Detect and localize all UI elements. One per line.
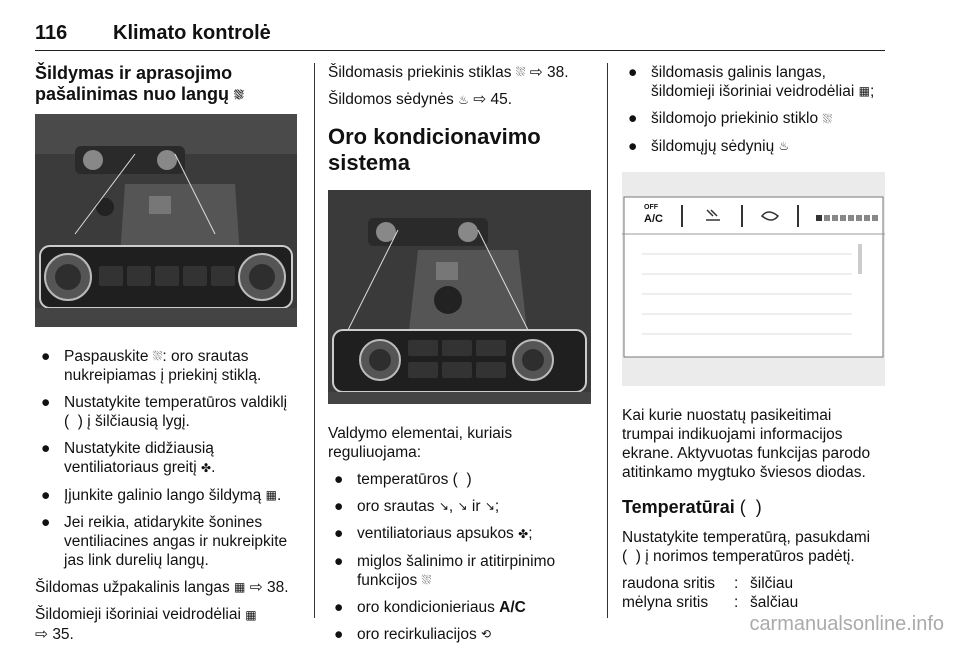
controls-list	[328, 470, 591, 645]
list-item: ● Paspauskite ⛆: oro srautas nukreipiamas į priekinį stiklą.	[41, 347, 262, 385]
fan-icon: ✤	[201, 460, 212, 475]
list-item: ● oro srautas ↘, ↘ ir ↘;	[334, 497, 500, 515]
ref-arrow-icon: ⇨	[473, 91, 487, 109]
watermark: carmanualsonline.info	[749, 613, 944, 635]
rear-window-heat-icon: ▦	[858, 84, 870, 99]
seats-ref: Šildomos sėdynės ♨ ⇨ 45.	[328, 91, 513, 109]
section-heading: Temperatūrai ( )	[622, 497, 762, 518]
column-2	[328, 63, 591, 652]
temperature-table	[622, 574, 885, 612]
list-item: ● šildomasis galinis langas, šildomieji išoriniai veidrodėliai ▦;	[628, 64, 875, 100]
list-item: ● oro recirkuliacijos ⟲	[334, 626, 492, 644]
air-flow-windscreen-icon: ↘	[438, 499, 449, 514]
table-row: mėlyna sritis : šalčiau	[622, 594, 799, 612]
column-1	[35, 63, 297, 652]
temperature-control-icon: ( )	[622, 548, 641, 566]
rear-window-heat-icon: ▦	[265, 487, 277, 502]
column-3	[622, 63, 885, 612]
page-title: Klimato kontrolė	[113, 22, 271, 44]
temperature-control-icon: ( )	[739, 497, 762, 518]
off-label: OFF	[644, 204, 658, 212]
temperature-instruction: Nustatykite temperatūrą, pasukdami ( ) į norimos temperatūros padėtį.	[622, 529, 871, 566]
ac-console-illustration	[328, 190, 591, 404]
page-number: 116	[35, 22, 68, 44]
page-header	[35, 22, 885, 51]
temperature-control-icon: ( )	[452, 470, 472, 488]
list-item: ● temperatūros ( )	[334, 470, 472, 488]
front-defrost-icon: ⛆	[234, 87, 244, 102]
heating-functions-list	[622, 63, 885, 156]
console-photo	[35, 114, 297, 327]
list-item: ● šildomųjų sėdynių ♨	[628, 137, 790, 155]
fan-icon: ✤	[518, 526, 529, 541]
console-illustration	[35, 114, 297, 327]
ref-arrow-icon: ⇨	[249, 578, 263, 596]
controls-intro: Valdymo elementai, kuriais reguliuojama:	[328, 424, 513, 461]
list-item: ● Jei reikia, atidarykite šonines ventiliacines angas ir nukreipkite jas link durelių langų.	[41, 513, 288, 569]
windscreen-heat-icon: ⛆	[822, 111, 833, 126]
list-item: ● Nustatykite temperatūros valdiklį ( ) į šilčiausią lygį.	[41, 394, 288, 431]
rear-window-ref: Šildomas užpakalinis langas ▦ ⇨ 38.	[35, 578, 289, 596]
list-item: ● ventiliatoriaus apsukos ✤;	[334, 525, 533, 543]
heating-steps-list	[35, 347, 297, 570]
display-graphic	[622, 172, 885, 386]
seat-heat-icon: ♨	[778, 139, 790, 154]
rear-window-heat-icon: ▦	[245, 607, 257, 622]
air-flow-feet-icon: ↘	[484, 499, 495, 514]
mirrors-ref: Šildomieji išoriniai veidrodėliai ▦ ⇨ 35.	[35, 606, 257, 643]
list-item: ● šildomojo priekinio stiklo ⛆	[628, 110, 833, 128]
list-item: ● miglos šalinimo ir atitirpinimo funkcijos ⛆	[334, 552, 556, 589]
ref-arrow-icon: ⇨	[35, 625, 48, 643]
ac-label: A/C	[644, 213, 663, 226]
front-defrost-icon: ⛆	[421, 573, 432, 588]
windscreen-heat-icon: ⛆	[515, 65, 526, 80]
list-item: ● oro kondicionieriaus A/C	[334, 599, 526, 617]
table-row: raudona sritis : šilčiau	[622, 575, 794, 593]
recirculation-icon: ⟲	[481, 627, 492, 642]
list-item: ● Nustatykite didžiausią ventiliatoriaus greitį ✤.	[41, 440, 216, 477]
rear-window-heat-icon: ▦	[234, 580, 246, 595]
ref-arrow-icon: ⇨	[529, 64, 543, 81]
windscreen-ref: Šildomasis priekinis stiklas ⛆ ⇨ 38.	[328, 64, 569, 81]
section-heading: Oro kondicionavimo sistema	[328, 123, 541, 175]
list-item: ● Įjunkite galinio lango šildymą ▦.	[41, 486, 282, 504]
ac-console-photo	[328, 190, 591, 404]
ac-label: A/C	[499, 599, 526, 617]
info-display-illustration	[622, 172, 885, 386]
front-defrost-icon: ⛆	[152, 349, 163, 364]
seat-heat-icon: ♨	[458, 92, 469, 107]
temperature-control-icon: ( )	[64, 413, 83, 431]
section-heading: Šildymas ir aprasojimo pašalinimas nuo langų ⛆	[35, 63, 244, 104]
display-info: Kai kurie nuostatų pasikeitimai trumpai indikuojami informacijos ekrane. Aktyvuotas funkcijas parodo atitinkamo mygtuko šviesos diodas.	[622, 407, 871, 482]
air-flow-head-icon: ↘	[457, 499, 468, 514]
column-divider	[607, 63, 608, 618]
column-divider	[314, 63, 315, 618]
